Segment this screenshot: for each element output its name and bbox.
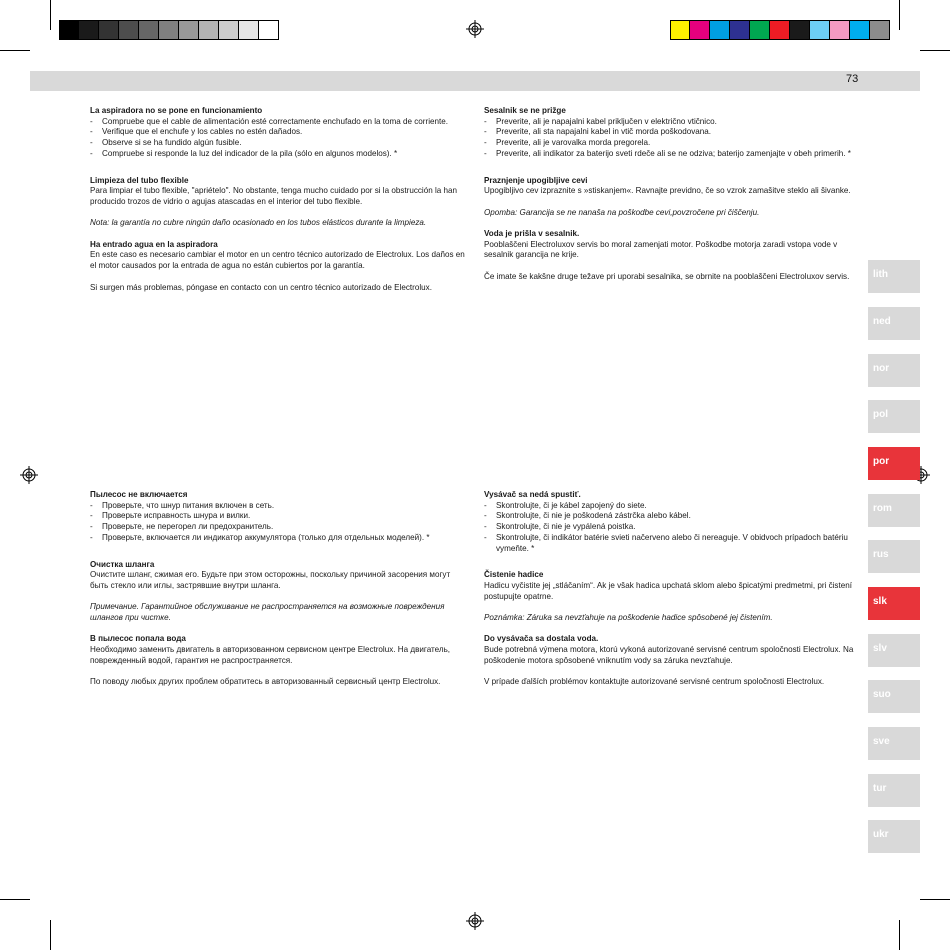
list-item: - Проверьте, включается ли индикатор аккумулятора (только для отдельных моделей). *: [90, 533, 470, 544]
paragraph: Upogibljivo cev izpraznite s »stiskanjem«. Ravnajte previdno, če so vzrok zamašitve steklo ali šivanke.: [484, 186, 851, 196]
color-swatch: [670, 20, 690, 40]
list-item: - Preverite, ali je napajalni kabel priključen v električno vtičnico.: [484, 117, 854, 128]
list-item: - Проверьте, что шнур питания включен в сеть.: [90, 501, 470, 512]
list-item: - Compruebe si responde la luz del indicador de la pila (sólo en algunos modelos). *: [90, 149, 470, 160]
heading: Очистка шланга: [90, 559, 155, 569]
heading: Пылесос не включается: [90, 490, 188, 499]
crop-mark: [920, 899, 950, 900]
crop-mark: [50, 0, 51, 30]
crop-mark: [899, 920, 900, 950]
note: Nota: la garantía no cubre ningún daño ocasionado en los tubos elásticos durante la limpieza.: [90, 218, 427, 228]
list-item: - Compruebe que el cable de alimentación esté correctamente enchufado en la toma de corriente.: [90, 117, 470, 128]
color-swatch: [239, 20, 259, 40]
paragraph: Si surgen más problemas, póngase en contacto con un centro técnico autorizado de Electrolux.: [90, 282, 432, 292]
paragraph: Pooblaščeni Electroluxov servis bo moral zamenjati motor. Poškodbe motorja zaradi vstopa vode v sesalnik garancija ne krije.: [484, 239, 838, 260]
section-spanish: [90, 106, 470, 304]
list-item: - Observe si se ha fundido algún fusible.: [90, 138, 470, 149]
paragraph: Необходимо заменить двигатель в авторизованном сервисном центре Electrolux. На двигатель, поврежденный водой, гарантия не распространяется.: [90, 645, 451, 665]
color-swatch: [710, 20, 730, 40]
heading: Ha entrado agua en la aspiradora: [90, 239, 218, 249]
tab-pol[interactable]: pol: [868, 400, 920, 433]
tab-suo[interactable]: suo: [868, 680, 920, 713]
color-swatch: [99, 20, 119, 40]
heading: Limpieza del tubo flexible: [90, 175, 189, 185]
heading: Čistenie hadice: [484, 570, 544, 580]
tab-sve[interactable]: sve: [868, 727, 920, 760]
heading: La aspiradora no se pone en funcionamiento: [90, 106, 263, 115]
list-item: - Verifique que el enchufe y los cables no estén dañados.: [90, 127, 470, 138]
note: Poznámka: Záruka sa nevzťahuje na poškodenie hadice spôsobené jej čistením.: [484, 613, 773, 623]
crop-mark: [920, 50, 950, 51]
color-swatch: [750, 20, 770, 40]
registration-mark-icon: [466, 912, 484, 930]
list-item: - Проверьте, не перегорел ли предохранитель.: [90, 522, 470, 533]
color-swatch: [179, 20, 199, 40]
paragraph: Če imate še kakšne druge težave pri uporabi sesalnika, se obrnite na pooblaščeni Electroluxov servis.: [484, 271, 850, 281]
note: Opomba: Garancija se ne nanaša na poškodbe cevi,povzročene pri čiščenju.: [484, 207, 760, 217]
color-swatch: [219, 20, 239, 40]
paragraph: Bude potrebná výmena motora, ktorú vykoná autorizované servisné centrum spoločnosti Electrolux. Na poškodenie motora spôsobené vniknutím vody sa záruka nevzťahuje.: [484, 645, 854, 665]
heading: Praznjenje upogibljive cevi: [484, 175, 588, 185]
paragraph: V prípade ďalších problémov kontaktujte autorizované servisné centrum spoločnosti Electrolux.: [484, 677, 825, 687]
color-swatch: [259, 20, 279, 40]
list-item: - Skontrolujte, či indikátor batérie svieti načerveno alebo či nereaguje. V obidvoch prípadoch batériu vymeňte. *: [484, 533, 859, 554]
tab-rom[interactable]: rom: [868, 494, 920, 527]
color-swatch: [59, 20, 79, 40]
tab-slk[interactable]: slk: [868, 587, 920, 620]
heading: Voda je prišla v sesalnik.: [484, 229, 580, 238]
grayscale-color-bar: [59, 20, 279, 40]
section-russian: [90, 490, 470, 699]
color-swatch: [850, 20, 870, 40]
tab-por[interactable]: por: [868, 447, 920, 480]
page-number: 73: [846, 73, 859, 85]
crop-mark: [899, 0, 900, 30]
section-slovenian: [484, 106, 854, 293]
paragraph: По поводу любых других проблем обратитесь в авторизованный сервисный центр Electrolux.: [90, 677, 441, 687]
registration-mark-icon: [466, 20, 484, 38]
color-swatch: [830, 20, 850, 40]
color-swatch: [790, 20, 810, 40]
section-slovak: [484, 490, 859, 699]
tab-slv[interactable]: slv: [868, 634, 920, 667]
color-swatch: [690, 20, 710, 40]
paragraph: Hadicu vyčistite jej „stláčaním“. Ak je však hadica upchatá sklom alebo špicatými predmetmi, pri čistení postupujte opatrne.: [484, 580, 852, 601]
paragraph: En este caso es necesario cambiar el motor en un centro técnico autorizado de Electrolux. Los daños en el motor causados por la entrada de agua no están cubiertos por la garantía.: [90, 250, 465, 271]
list-item: - Preverite, ali je varovalka morda pregorela.: [484, 138, 854, 149]
heading: Sesalnik se ne prižge: [484, 106, 566, 115]
tab-ned[interactable]: ned: [868, 307, 920, 340]
checklist: [484, 117, 854, 160]
heading: Do vysávača sa dostala voda.: [484, 634, 599, 644]
paragraph: Очистите шланг, сжимая его. Будьте при этом осторожны, поскольку причиной засорения могут быть стекло или иглы, застрявшие внутри шланга.: [90, 570, 451, 590]
tab-rus[interactable]: rus: [868, 540, 920, 573]
heading: Vysávač sa nedá spustiť.: [484, 490, 581, 499]
color-swatch: [199, 20, 219, 40]
color-swatch: [730, 20, 750, 40]
crop-mark: [50, 920, 51, 950]
tab-ukr[interactable]: ukr: [868, 820, 920, 853]
list-item: - Проверьте исправность шнура и вилки.: [90, 511, 470, 522]
list-item: - Skontrolujte, či nie je vypálená poistka.: [484, 522, 859, 533]
tab-lith[interactable]: lith: [868, 260, 920, 293]
checklist: [484, 501, 859, 555]
list-item: - Preverite, ali sta napajalni kabel in vtič morda poškodovana.: [484, 127, 854, 138]
crop-mark: [0, 50, 30, 51]
list-item: - Preverite, ali indikator za baterijo sveti rdeče ali se ne odziva; baterijo zamenjajte v obeh primerih. *: [484, 149, 854, 160]
checklist: [90, 117, 470, 160]
color-swatch: [770, 20, 790, 40]
list-item: - Skontrolujte, či je kábel zapojený do siete.: [484, 501, 859, 512]
process-color-bar: [670, 20, 890, 40]
color-swatch: [810, 20, 830, 40]
heading: В пылесос попала вода: [90, 634, 186, 644]
color-swatch: [79, 20, 99, 40]
color-swatch: [159, 20, 179, 40]
header-band: [30, 71, 920, 91]
tab-tur[interactable]: tur: [868, 774, 920, 807]
paragraph: Para limpiar el tubo flexible, "apriételo". No obstante, tenga mucho cuidado por si la obstrucción la han producido trozos de vidrio o agujas atascadas en el interior del tubo flexible.: [90, 186, 458, 206]
color-swatch: [870, 20, 890, 40]
color-swatch: [119, 20, 139, 40]
checklist: [90, 501, 470, 544]
crop-mark: [0, 899, 30, 900]
note: Примечание. Гарантийное обслуживание не распространяется на возможные повреждения шлангов при чистке.: [90, 602, 445, 623]
registration-mark-icon: [20, 466, 38, 484]
color-swatch: [139, 20, 159, 40]
tab-nor[interactable]: nor: [868, 354, 920, 387]
list-item: - Skontrolujte, či nie je poškodená zástrčka alebo kábel.: [484, 511, 859, 522]
